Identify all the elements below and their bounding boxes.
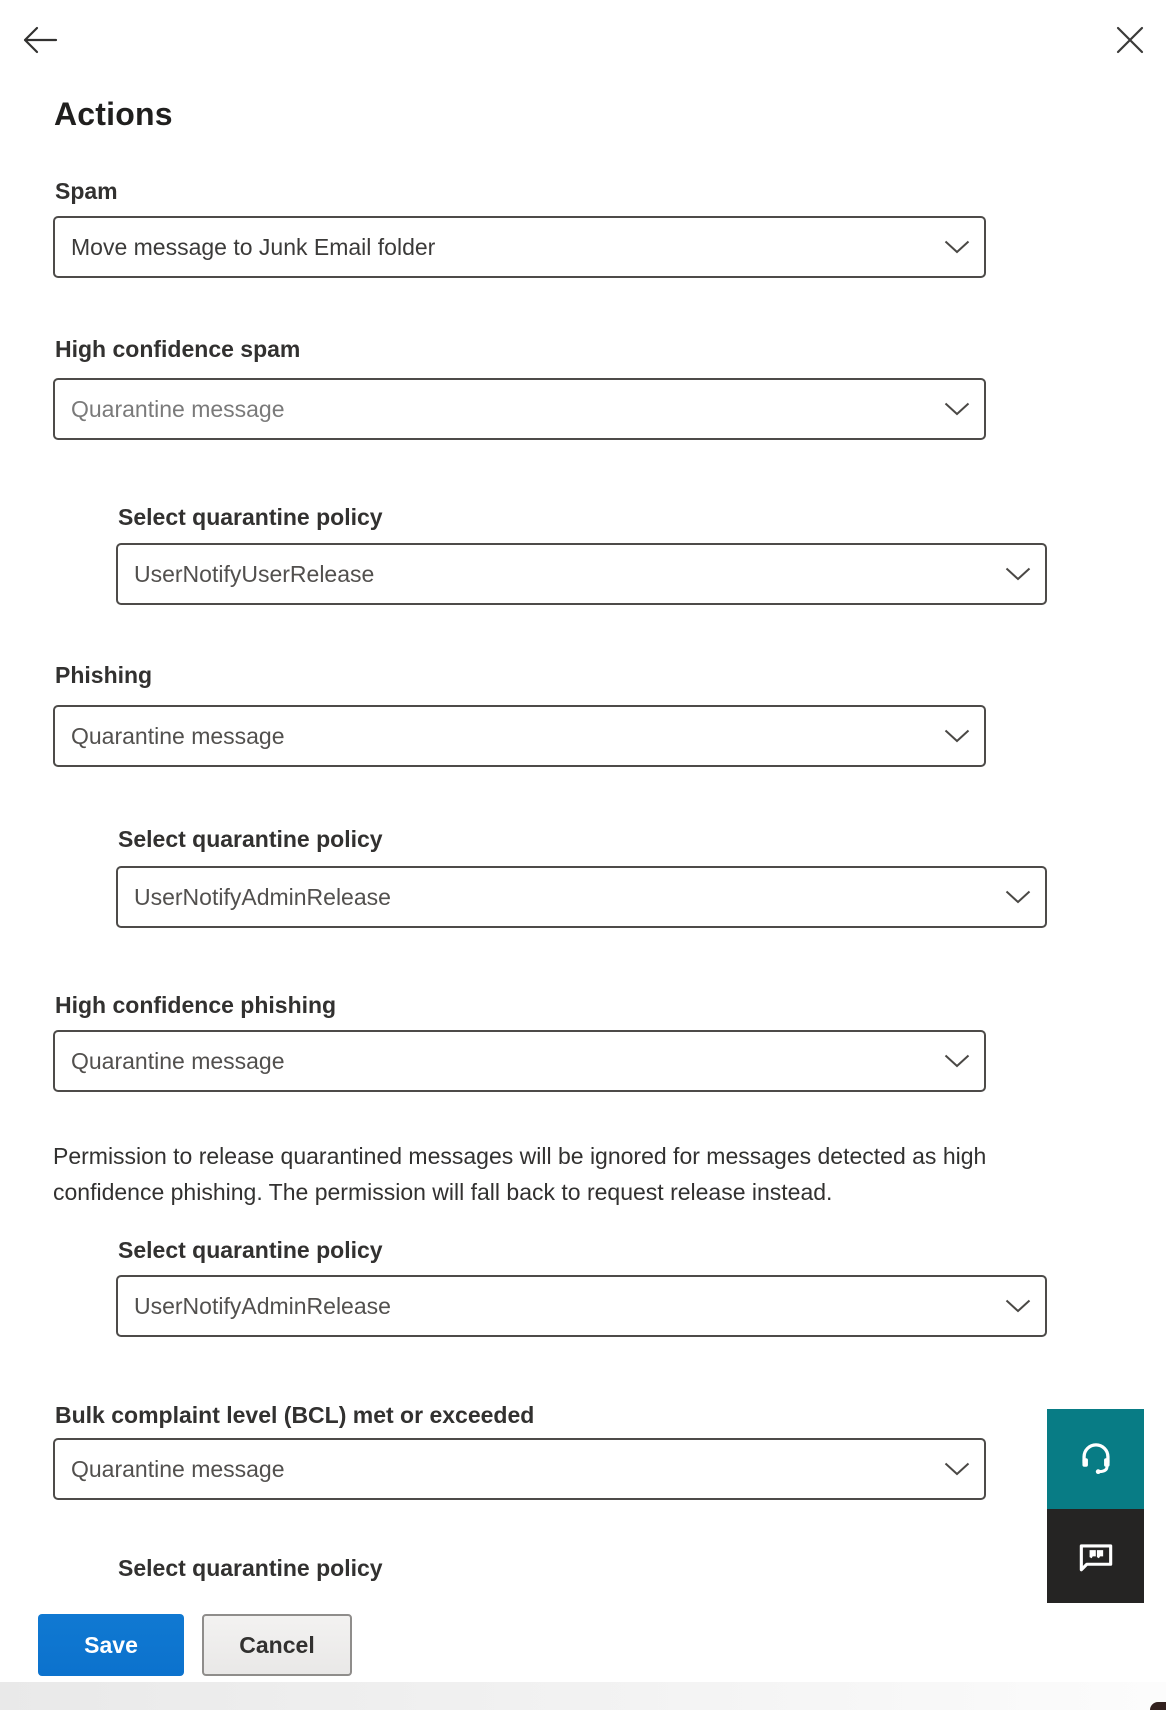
chevron-down-icon — [944, 1054, 970, 1068]
label-high-confidence-spam: High confidence spam — [55, 336, 301, 362]
back-arrow-icon — [22, 44, 58, 59]
dropdown-quarantine-policy-3-value: UserNotifyAdminRelease — [134, 1293, 391, 1319]
chevron-down-icon — [944, 1462, 970, 1476]
label-phishing: Phishing — [55, 662, 153, 688]
chevron-down-icon — [1005, 567, 1031, 581]
chevron-down-icon — [944, 729, 970, 743]
dropdown-quarantine-policy-3[interactable] — [116, 1275, 1047, 1337]
close-button[interactable] — [1114, 24, 1146, 56]
feedback-speech-bubble-icon — [1074, 1566, 1118, 1581]
bottom-corner-widget — [1150, 1702, 1166, 1710]
panel-bottom-shadow — [0, 1682, 1166, 1710]
chevron-down-icon — [944, 240, 970, 254]
chevron-down-icon — [1005, 1299, 1031, 1313]
label-quarantine-policy-3: Select quarantine policy — [118, 1237, 383, 1263]
close-icon — [1115, 43, 1145, 58]
dropdown-high-confidence-spam-action[interactable] — [53, 378, 986, 440]
dropdown-spam-action[interactable] — [53, 216, 986, 278]
label-high-confidence-phishing: High confidence phishing — [55, 992, 337, 1018]
chevron-down-icon — [944, 402, 970, 416]
dropdown-phishing-value: Quarantine message — [71, 723, 285, 749]
label-quarantine-policy-1: Select quarantine policy — [118, 504, 383, 530]
dropdown-bcl-action[interactable] — [53, 1438, 986, 1500]
save-button[interactable]: Save — [38, 1614, 184, 1676]
label-quarantine-policy-4: Select quarantine policy — [118, 1555, 383, 1581]
dropdown-high-confidence-phishing-action[interactable] — [53, 1030, 986, 1092]
help-button[interactable] — [1047, 1409, 1144, 1509]
clipped-scroll-content — [118, 1553, 518, 1582]
page-title: Actions — [54, 96, 173, 132]
dropdown-high-confidence-spam-value: Quarantine message — [71, 396, 285, 422]
dropdown-quarantine-policy-2-value: UserNotifyAdminRelease — [134, 884, 391, 910]
cancel-button[interactable]: Cancel — [202, 1614, 352, 1676]
dropdown-quarantine-policy-1-value: UserNotifyUserRelease — [134, 561, 375, 587]
back-button[interactable] — [22, 24, 58, 56]
dropdown-phishing-action[interactable] — [53, 705, 986, 767]
high-confidence-phishing-note: Permission to release quarantined messages will be ignored for messages detected as high confidence phishing. The permission will fall back to request release instead. — [53, 1143, 987, 1205]
label-spam: Spam — [55, 178, 118, 204]
chevron-down-icon — [1005, 890, 1031, 904]
label-bulk-complaint-level: Bulk complaint level (BCL) met or exceeded — [55, 1402, 535, 1428]
dropdown-spam-value: Move message to Junk Email folder — [71, 234, 436, 260]
dropdown-high-confidence-phishing-value: Quarantine message — [71, 1048, 285, 1074]
feedback-button[interactable] — [1047, 1509, 1144, 1603]
label-quarantine-policy-2: Select quarantine policy — [118, 826, 383, 852]
dropdown-quarantine-policy-1[interactable] — [116, 543, 1047, 605]
headset-icon — [1074, 1469, 1118, 1484]
dropdown-bcl-value: Quarantine message — [71, 1456, 285, 1482]
dropdown-quarantine-policy-2[interactable] — [116, 866, 1047, 928]
